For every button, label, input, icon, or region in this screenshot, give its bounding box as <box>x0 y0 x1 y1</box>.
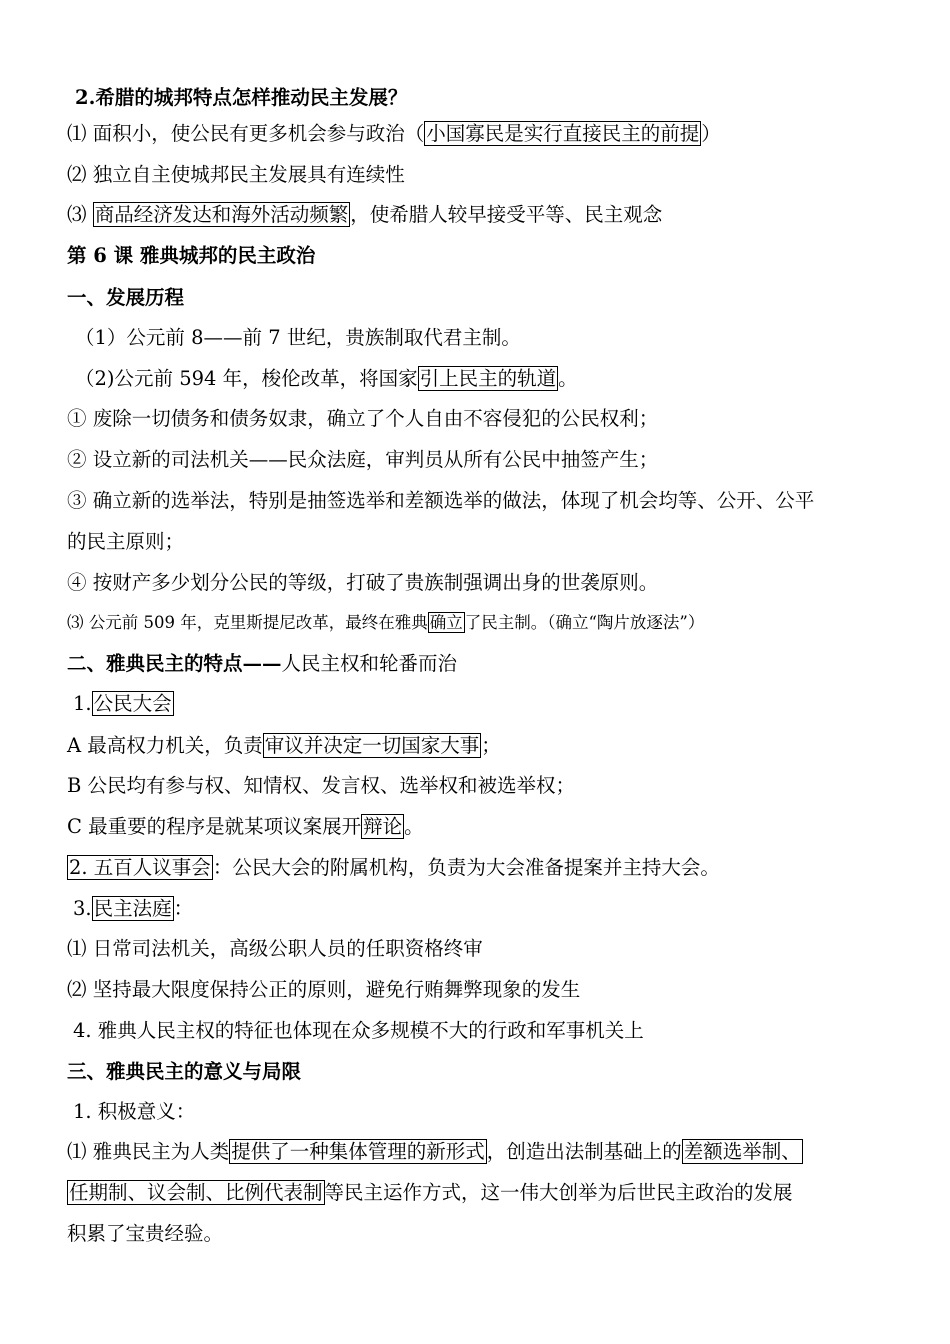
s1-item-2: ② 设立新的司法机关——民众法庭，审判员从所有公民中抽签产生； <box>67 448 659 471</box>
q2-point-3: ⑶ 商品经济发达和海外活动频繁 ，使希腊人较早接受平等、民主观念 <box>67 203 663 226</box>
q2-heading: 2.希腊的城邦特点怎样推动民主发展？ <box>75 86 408 109</box>
s1-line-1: （1）公元前 8——前 7 世纪，贵族制取代君主制。 <box>75 326 521 349</box>
s2-assembly: 1. 公民大会 <box>73 692 172 715</box>
boxed-keyword: 辩论 <box>363 815 403 838</box>
boxed-keyword: 引上民主的轨道 <box>419 367 557 390</box>
s3-positive-1-line-1: ⑴ 雅典民主为人类 提供了一种集体管理的新形式 ，创造出法制基础上的 差额选举制、 <box>67 1140 801 1163</box>
s2-council: 2. 五百人议事会 ：公民大会的附属机构，负责为大会准备提案并主持大会。 <box>69 856 720 879</box>
s1-item-4: ④ 按财产多少划分公民的等级，打破了贵族制强调出身的世袭原则。 <box>67 571 659 594</box>
lesson-title: 第 6 课 雅典城邦的民主政治 <box>67 244 316 267</box>
s2-assembly-b: B 公民均有参与权、知情权、发言权、选举权和被选举权； <box>67 774 576 797</box>
boxed-keyword: 提供了一种集体管理的新形式 <box>231 1140 485 1163</box>
boxed-keyword: 公民大会 <box>93 692 172 715</box>
boxed-keyword: 民主法庭 <box>93 897 172 920</box>
s3-positive-1-line-3: 积累了宝贵经验。 <box>67 1222 224 1245</box>
s1-line-2: （2)公元前 594 年，梭伦改革，将国家 引上民主的轨道 。 <box>75 367 578 390</box>
s1-item-3a: ③ 确立新的选举法，特别是抽签选举和差额选举的做法，体现了机会均等、公开、公平 <box>67 489 815 512</box>
s3-positive-heading: 1. 积极意义： <box>73 1100 196 1123</box>
section-1-heading: 一、发展历程 <box>67 286 185 309</box>
boxed-keyword: 任期制、议会制、比例代表制 <box>69 1181 323 1204</box>
section-2-heading: 二、雅典民主的特点——人民主权和轮番而治 <box>67 652 458 675</box>
section-3-heading: 三、雅典民主的意义与局限 <box>67 1060 302 1083</box>
boxed-keyword: 审议并决定一切国家大事 <box>264 734 480 757</box>
boxed-keyword: 差额选举制、 <box>683 1140 801 1163</box>
q2-point-2: ⑵ 独立自主使城邦民主发展具有连续性 <box>67 163 405 186</box>
s1-item-3b: 的民主原则； <box>67 530 185 553</box>
s2-court-2: ⑵ 坚持最大限度保持公正的原则，避免行贿舞弊现象的发生 <box>67 978 581 1001</box>
s2-court: 3. 民主法庭 ： <box>73 897 194 920</box>
s2-point-4: 4. 雅典人民主权的特征也体现在众多规模不大的行政和军事机关上 <box>73 1019 644 1042</box>
s1-line-3: ⑶ 公元前 509 年，克里斯提尼改革，最终在雅典 确立 了民主制。（确立“陶片放逐法”） <box>67 613 705 632</box>
boxed-keyword: 商品经济发达和海外活动频繁 <box>94 203 349 226</box>
s3-positive-1-line-2: 任期制、议会制、比例代表制 等民主运作方式，这一伟大创举为后世民主政治的发展 <box>69 1181 793 1204</box>
s2-assembly-c: C 最重要的程序是就某项议案展开 辩论 。 <box>67 815 424 838</box>
s2-assembly-a: A 最高权力机关，负责 审议并决定一切国家大事 ； <box>67 734 501 757</box>
boxed-keyword: 2. 五百人议事会 <box>69 856 211 879</box>
boxed-keyword: 小国寡民是实行直接民主的前提 <box>426 122 700 145</box>
boxed-keyword: 确立 <box>429 613 463 632</box>
q2-point-1: ⑴ 面积小，使公民有更多机会参与政治（ 小国寡民是实行直接民主的前提 ） <box>67 122 721 145</box>
s1-item-1: ① 废除一切债务和债务奴隶，确立了个人自由不容侵犯的公民权利； <box>67 407 659 430</box>
s2-court-1: ⑴ 日常司法机关，高级公职人员的任职资格终审 <box>67 937 483 960</box>
